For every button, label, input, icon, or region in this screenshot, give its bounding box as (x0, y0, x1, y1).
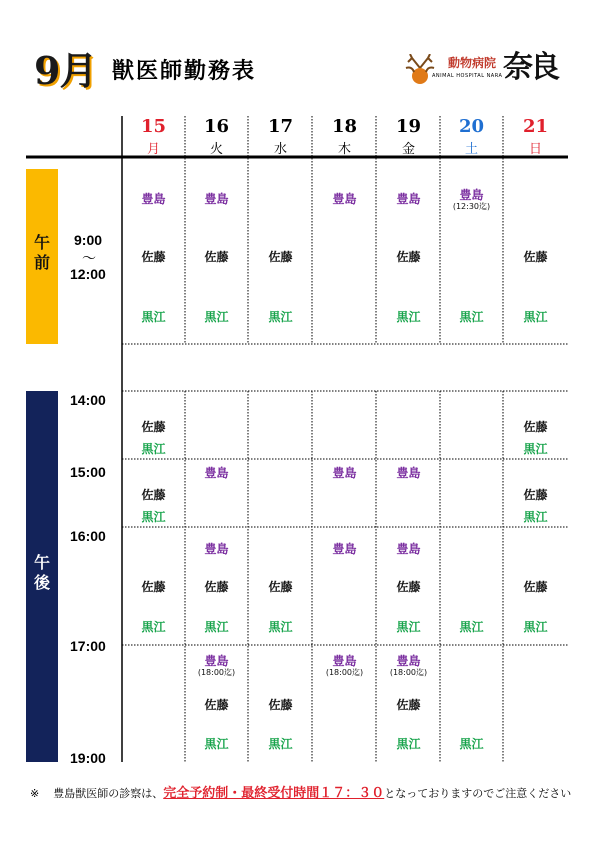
time-note: (18:00迄) (389, 668, 428, 677)
staff-name: 黒江 (523, 620, 548, 634)
staff-name: 佐藤 (141, 250, 166, 264)
staff-name: 佐藤 (268, 580, 293, 594)
day-weekday: 火 (209, 142, 223, 157)
day-weekday: 月 (146, 142, 160, 157)
time-label: 16:00 (70, 528, 106, 544)
staff-name: 黒江 (204, 737, 229, 751)
staff-name: 豊島 (459, 188, 484, 202)
footer-post: となっておりますのでご注意ください (384, 787, 572, 800)
time-note: (18:00迄) (325, 668, 364, 677)
staff-name: 豊島 (332, 192, 357, 206)
pm-session-bar (26, 391, 58, 762)
staff-name: 豊島 (332, 466, 357, 480)
time-label: 15:00 (70, 464, 106, 480)
staff-name: 佐藤 (523, 250, 548, 264)
staff-name: 豊島 (332, 654, 357, 668)
staff-name: 黒江 (523, 310, 548, 324)
day-weekday: 木 (337, 142, 351, 157)
staff-name: 豊島 (204, 466, 229, 480)
day-number: 21 (522, 116, 549, 137)
logo-text: 動物病院 (448, 56, 497, 70)
pm-label: 午 後 (33, 553, 50, 592)
day-number: 15 (140, 116, 167, 137)
staff-name: 佐藤 (523, 420, 548, 434)
logo-mark: 奈良 (503, 50, 557, 85)
staff-name: 豊島 (332, 542, 357, 556)
day-number: 16 (203, 116, 230, 137)
day-weekday: 水 (273, 142, 287, 157)
logo-subtext: ANIMAL HOSPITAL NARA (432, 73, 503, 79)
time-label: 9:00 (74, 232, 103, 248)
staff-name: 豊島 (141, 192, 166, 206)
staff-name: 黒江 (459, 310, 484, 324)
footer-pre: 豊島獣医師の診察は、 (53, 787, 164, 800)
staff-name: 豊島 (396, 466, 421, 480)
am-session-bar (26, 169, 58, 344)
staff-name: 黒江 (268, 620, 293, 634)
day-number: 17 (267, 116, 294, 137)
month-title: 9月 (34, 48, 97, 93)
staff-name: 佐藤 (141, 580, 166, 594)
day-number: 20 (458, 116, 485, 137)
staff-name: 黒江 (268, 310, 293, 324)
staff-name: 黒江 (396, 310, 421, 324)
staff-name: 黒江 (268, 737, 293, 751)
time-label: 14:00 (70, 392, 106, 408)
staff-name: 佐藤 (268, 250, 293, 264)
time-label: 19:00 (70, 750, 106, 766)
staff-name: 黒江 (141, 310, 166, 324)
staff-name: 黒江 (459, 737, 484, 751)
staff-name: 佐藤 (204, 250, 229, 264)
staff-name: 黒江 (204, 620, 229, 634)
staff-name: 豊島 (204, 192, 229, 206)
footer-note (30, 782, 571, 801)
staff-name: 黒江 (396, 737, 421, 751)
day-weekday: 日 (528, 142, 542, 157)
staff-name: 黒江 (141, 442, 166, 456)
staff-name: 黒江 (141, 620, 166, 634)
staff-name: 豊島 (396, 192, 421, 206)
staff-name: 黒江 (523, 442, 548, 456)
staff-name: 佐藤 (141, 488, 166, 502)
time-note: (18:00迄) (197, 668, 236, 677)
staff-name: 黒江 (523, 510, 548, 524)
footer-mark: ※ (30, 787, 40, 800)
time-label: 17:00 (70, 638, 106, 654)
staff-name: 佐藤 (396, 698, 421, 712)
time-note: (12:30迄) (452, 202, 491, 211)
staff-name: 豊島 (204, 542, 229, 556)
staff-name: 豊島 (396, 654, 421, 668)
staff-name: 佐藤 (204, 698, 229, 712)
staff-name: 豊島 (204, 654, 229, 668)
day-number: 19 (395, 116, 422, 137)
footer-emphasis: 完全予約制・最終受付時間１７：３０ (163, 786, 385, 801)
staff-name: 佐藤 (523, 580, 548, 594)
staff-name: 黒江 (141, 510, 166, 524)
day-weekday: 金 (401, 142, 415, 157)
staff-name: 佐藤 (523, 488, 548, 502)
day-weekday: 土 (464, 142, 478, 157)
staff-name: 佐藤 (141, 420, 166, 434)
page-title: 獣医師勤務表 (112, 59, 257, 84)
time-label: ～ (82, 250, 96, 266)
staff-name: 豊島 (396, 542, 421, 556)
staff-name: 黒江 (459, 620, 484, 634)
day-number: 18 (331, 116, 358, 137)
staff-name: 佐藤 (396, 580, 421, 594)
staff-name: 佐藤 (268, 698, 293, 712)
staff-name: 佐藤 (396, 250, 421, 264)
time-label: 12:00 (70, 266, 106, 282)
am-label: 午 前 (33, 233, 50, 272)
staff-name: 黒江 (204, 310, 229, 324)
staff-name: 黒江 (396, 620, 421, 634)
staff-name: 佐藤 (204, 580, 229, 594)
